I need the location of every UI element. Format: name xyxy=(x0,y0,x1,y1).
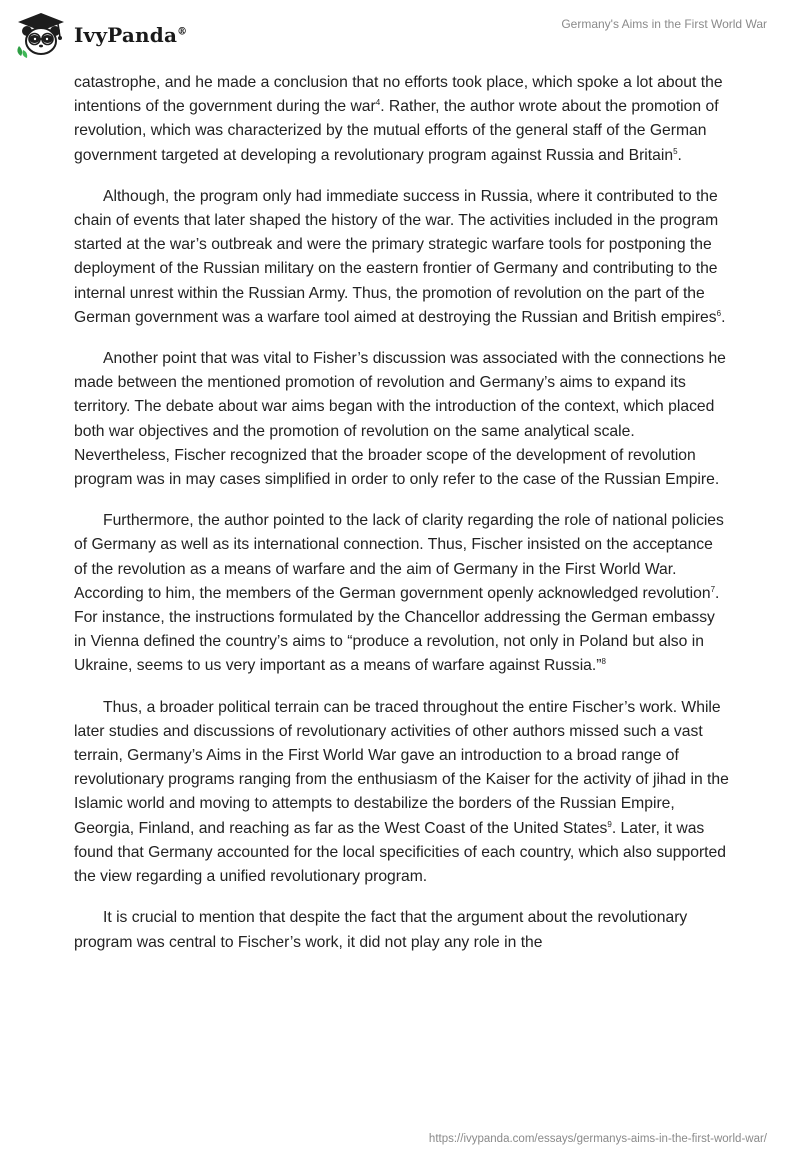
paragraph-text: . For instance, the instructions formulated by the Chancellor addressing the German embassy in Vienna defined the country’s aims to “produce a revolution, not only in Poland but also in Ukraine, seems to us very important as a means of warfare against Russia.” xyxy=(74,584,720,675)
body-paragraph xyxy=(74,185,730,330)
paragraph-text: It is crucial to mention that despite the fact that the argument about the revolutionary program was central to Fischer’s work, it did not play any role in the xyxy=(74,909,688,951)
body-paragraph xyxy=(74,696,730,890)
running-title: Germany's Aims in the First World War xyxy=(561,17,767,31)
ivypanda-logo[interactable] xyxy=(14,10,187,60)
footnote-reference[interactable]: 7 xyxy=(710,584,716,594)
paragraph-text: catastrophe, and he made a conclusion that no efforts took place, which spoke a lot about the intentions of the government during the war xyxy=(74,74,723,116)
panda-graduation-cap-icon xyxy=(14,10,68,60)
source-url[interactable]: https://ivypanda.com/essays/germanys-aims-in-the-first-world-war/ xyxy=(428,1133,767,1145)
footnote-reference[interactable]: 8 xyxy=(601,657,606,667)
paragraph-text: . Later, it was found that Germany accounted for the local specificities of each country, which also supported the view regarding a unified revolutionary program. xyxy=(74,819,726,886)
paragraph-text: . xyxy=(677,146,682,164)
footnote-reference[interactable]: 5 xyxy=(673,146,678,156)
paragraph-text: . xyxy=(721,308,726,326)
body-paragraph xyxy=(74,347,730,492)
essay-body xyxy=(74,71,730,972)
footnote-reference[interactable]: 9 xyxy=(607,819,612,829)
paragraph-text: Thus, a broader political terrain can be traced throughout the entire Fischer’s work. While later studies and discussions of revolutionary activities of other authors missed such a vast terrain, Germany’s Aims in the First World War gave an introduction to a broad range of revolutionary programs ranging from the enthusiasm of the Kaiser for the activity of jihad in the Islamic world and moving to attempts to destabilize the borders of the Russian Empire, Georgia, Finland, and reaching as far as the West Coast of the United States xyxy=(74,698,729,837)
page-header xyxy=(0,0,800,70)
paragraph-text: Although, the program only had immediate success in Russia, where it contributed to the chain of events that later shaped the history of the war. The activities included in the program started at the war’s outbreak and were the primary strategic warfare tools for postponing the deployment of the Russian military on the eastern frontier of Germany and contributing to the internal unrest within the Russian Army. Thus, the promotion of revolution on the part of the German government was a warfare tool aimed at destroying the Russian and British empires xyxy=(74,187,719,326)
footnote-reference[interactable]: 6 xyxy=(716,308,722,318)
paragraph-text: . Rather, the author wrote about the promotion of revolution, which was characterized by the mutual efforts of the general staff of the German government targeted at developing a revolutionary program against Russia and Britain xyxy=(74,98,719,164)
body-paragraph xyxy=(74,71,730,168)
body-paragraph xyxy=(74,906,730,954)
brand-name: IvyPanda® xyxy=(74,23,188,47)
footnote-reference[interactable]: 4 xyxy=(375,97,381,107)
body-paragraph xyxy=(74,509,730,678)
paragraph-text: Another point that was vital to Fisher’s discussion was associated with the connections he made between the mentioned promotion of revolution and Germany’s aims to expand its territory. The debate about war aims began with the introduction of the context, which placed both war objectives and the promotion of revolution on the same analytical scale. Nevertheless, Fischer recognized that the broader scope of the development of revolution program was in may cases simplified in order to only refer to the case of the Russian Empire. xyxy=(74,350,726,489)
paragraph-text: Furthermore, the author pointed to the lack of clarity regarding the role of national policies of Germany as well as its international connection. Thus, Fischer insisted on the acceptance of the revolution as a means of warfare and the aim of Germany in the First World War. According to him, the members of the German government openly acknowledged revolution xyxy=(74,512,724,602)
